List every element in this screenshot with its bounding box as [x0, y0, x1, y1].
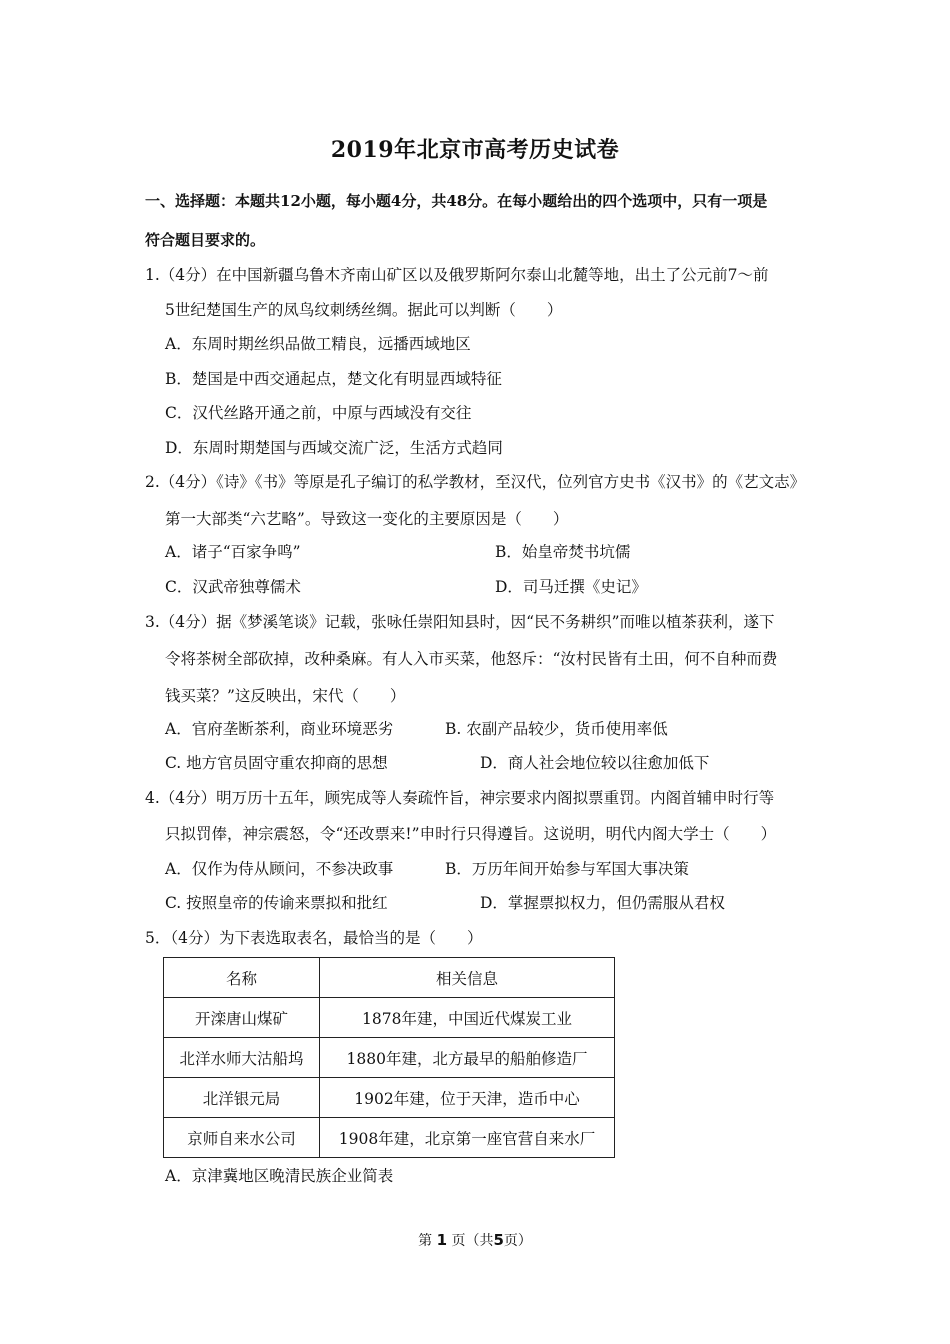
question-3-option-a: A．官府垄断茶利，商业环境恶劣	[165, 720, 394, 738]
question-4-option-c: C. 按照皇帝的传谕来票拟和批红	[165, 894, 388, 912]
question-1-stem: 1.（4分）在中国新疆乌鲁木齐南山矿区以及俄罗斯阿尔泰山北麓等地，出土了公元前7～前	[145, 266, 769, 284]
question-1-option-c: C．汉代丝路开通之前，中原与西域没有交往	[165, 404, 472, 422]
footer-suffix: 页）	[503, 1233, 532, 1249]
table-row	[164, 998, 615, 1038]
question-2-option-a: A．诸子“百家争鸣”	[165, 543, 301, 561]
question-4-option-a: A．仅作为侍从顾问，不参决政事	[165, 860, 394, 878]
question-4-option-b: B．万历年间开始参与军国大事决策	[445, 860, 689, 878]
page-title: 2019年北京市高考历史试卷	[330, 137, 620, 163]
table-cell: 1878年建，中国近代煤炭工业	[320, 998, 615, 1038]
table-cell: 北洋水师大沽船坞	[164, 1038, 320, 1078]
question-3-option-c: C. 地方官员固守重农抑商的思想	[165, 754, 388, 772]
question-5-stem: 5．（4分）为下表选取表名，最恰当的是（ ）	[145, 929, 483, 947]
question-3-stem-cont-1: 令将茶树全部砍掉，改种桑麻。有人入市买菜，他怒斥：“汝村民皆有土田，何不自种而费	[165, 650, 778, 668]
question-1-option-a: A．东周时期丝织品做工精良，远播西域地区	[165, 335, 471, 353]
question-2-stem: 2.（4分）《诗》《书》等原是孔子编订的私学教材，至汉代，位列官方史书《汉书》的《艺文志》	[145, 473, 806, 491]
question-1-option-b: B．楚国是中西交通起点，楚文化有明显西域特征	[165, 370, 502, 388]
footer-total-pages: 5	[493, 1231, 504, 1249]
table-row	[164, 1118, 615, 1158]
footer-prefix: 第	[418, 1233, 433, 1249]
enterprise-table	[163, 957, 615, 1158]
footer-middle: 页（共	[451, 1233, 494, 1249]
question-1-stem-cont: 5世纪楚国生产的凤鸟纹刺绣丝绸。据此可以判断（ ）	[165, 301, 563, 319]
question-3-option-d: D．商人社会地位较以往愈加低下	[480, 754, 710, 772]
question-5-option-a: A．京津冀地区晚清民族企业简表	[165, 1167, 394, 1185]
table-cell: 开滦唐山煤矿	[164, 998, 320, 1038]
table-cell: 1902年建，位于天津，造币中心	[320, 1078, 615, 1118]
question-2-option-c: C．汉武帝独尊儒术	[165, 578, 301, 596]
page-footer	[0, 1230, 950, 1250]
table-cell: 北洋银元局	[164, 1078, 320, 1118]
question-3-stem-cont-2: 钱买菜？”这反映出，宋代（ ）	[165, 687, 406, 705]
footer-page-number: 1	[436, 1231, 447, 1249]
table-header-name: 名称	[164, 958, 320, 998]
question-3-stem: 3.（4分）据《梦溪笔谈》记载，张咏任崇阳知县时，因“民不务耕织”而唯以植茶获利，遂下	[145, 613, 775, 631]
section-heading-line-2: 符合题目要求的。	[145, 231, 266, 249]
question-1-option-d: D．东周时期楚国与西域交流广泛，生活方式趋同	[165, 439, 503, 457]
table-cell: 1880年建，北方最早的船舶修造厂	[320, 1038, 615, 1078]
table-header-info: 相关信息	[320, 958, 615, 998]
question-4-option-d: D．掌握票拟权力，但仍需服从君权	[480, 894, 725, 912]
table-cell: 京师自来水公司	[164, 1118, 320, 1158]
table-header-row	[164, 958, 615, 998]
question-3-option-b: B. 农副产品较少，货币使用率低	[445, 720, 668, 738]
question-4-stem-cont: 只拟罚俸，神宗震怒，令“还改票来!”申时行只得遵旨。这说明，明代内阁大学士（ ）	[165, 825, 777, 843]
section-heading-line-1: 一、选择题：本题共12小题，每小题4分，共48分。在每小题给出的四个选项中，只有一项是	[145, 192, 768, 210]
question-4-stem: 4.（4分）明万历十五年，顾宪成等人奏疏忤旨，神宗要求内阁拟票重罚。内阁首辅申时行等	[145, 789, 775, 807]
question-2-option-b: B．始皇帝焚书坑儒	[495, 543, 631, 561]
table-cell: 1908年建，北京第一座官营自来水厂	[320, 1118, 615, 1158]
question-2-option-d: D．司马迁撰《史记》	[495, 578, 647, 596]
table-row	[164, 1078, 615, 1118]
table-row	[164, 1038, 615, 1078]
question-2-stem-cont: 第一大部类“六艺略”。导致这一变化的主要原因是（ ）	[165, 510, 569, 528]
